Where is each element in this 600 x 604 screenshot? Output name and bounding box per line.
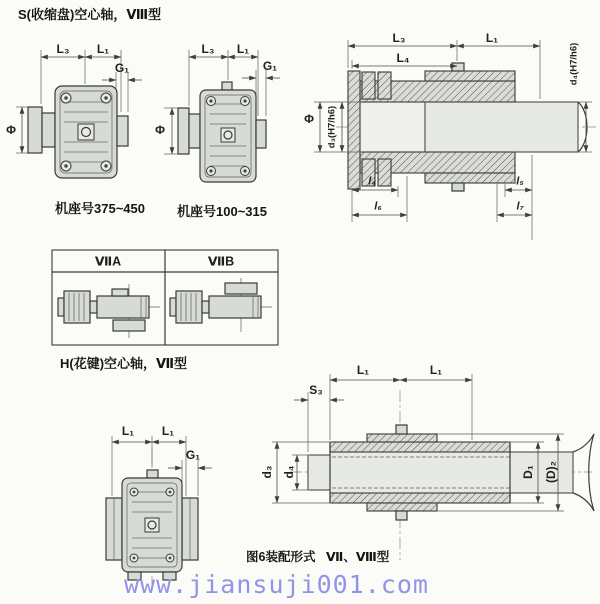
figure-caption-types: Ⅶ、Ⅷ型 [326, 550, 390, 564]
dim-label-d3-fit: d₃(H7/h6) [326, 105, 338, 149]
caption-frame-375-450: 机座号375~450 [55, 201, 145, 216]
dim-label-l1a-viewh: L₁ [121, 424, 135, 438]
dim-label-l3-section-s: L₃ [392, 31, 406, 45]
dim-label-s3: S₃ [309, 383, 323, 397]
dim-label-l1a-section-h: L₁ [356, 363, 370, 377]
section-title-s-type: S(收缩盘)空心轴，Ⅷ型 [18, 7, 162, 22]
dim-label-g1-view2: G₁ [262, 59, 278, 73]
dim-label-g1-view1: G₁ [114, 61, 130, 75]
dim-label-l1b-viewh: L₁ [161, 424, 175, 438]
dim-label-l3-view1: L₃ [56, 42, 70, 56]
caption-frame-100-315: 机座号100~315 [177, 204, 267, 219]
watermark-text: www.jiansuji001.com [124, 570, 429, 599]
dim-label-D2: (D)₂ [544, 461, 558, 483]
dim-label-l1-view2: L₁ [236, 42, 250, 56]
section-title-h-type: H(花键)空心轴，Ⅶ型 [60, 356, 188, 371]
dim-label-D1: D₁ [521, 465, 535, 479]
dim-label-d4-section-h: d₄ [282, 465, 296, 479]
dim-label-d3-section-h: d₃ [260, 465, 274, 479]
dim-label-small-l5: l₅ [516, 175, 524, 188]
section-view-shrink-disk [314, 40, 596, 240]
dim-label-l4-section-s: L₄ [396, 51, 410, 65]
dim-label-l1b-section-h: L₁ [429, 363, 443, 377]
dim-label-phi-view2: Φ [155, 123, 165, 137]
table-header-b: ⅦB [207, 254, 235, 269]
dim-label-small-l7: l₇ [516, 200, 524, 213]
dim-label-small-l6: l₆ [374, 200, 382, 213]
dim-label-phi-view1: Φ [6, 123, 16, 137]
dim-label-l1-view1: L₁ [96, 42, 110, 56]
dim-label-small-l4: l₄ [368, 175, 376, 188]
table-header-a: ⅦA [94, 254, 122, 269]
dim-label-d4-fit: d₄(H7/h6) [568, 42, 580, 86]
dim-label-l1-section-s: L₁ [485, 31, 499, 45]
dim-label-l3-view2: L₃ [201, 42, 215, 56]
figure-caption: 图6装配形式 [246, 550, 316, 564]
orientation-table [52, 250, 278, 345]
dim-label-g1-viewh: G₁ [185, 448, 201, 462]
dim-label-phi-section-s: Φ [304, 112, 314, 126]
